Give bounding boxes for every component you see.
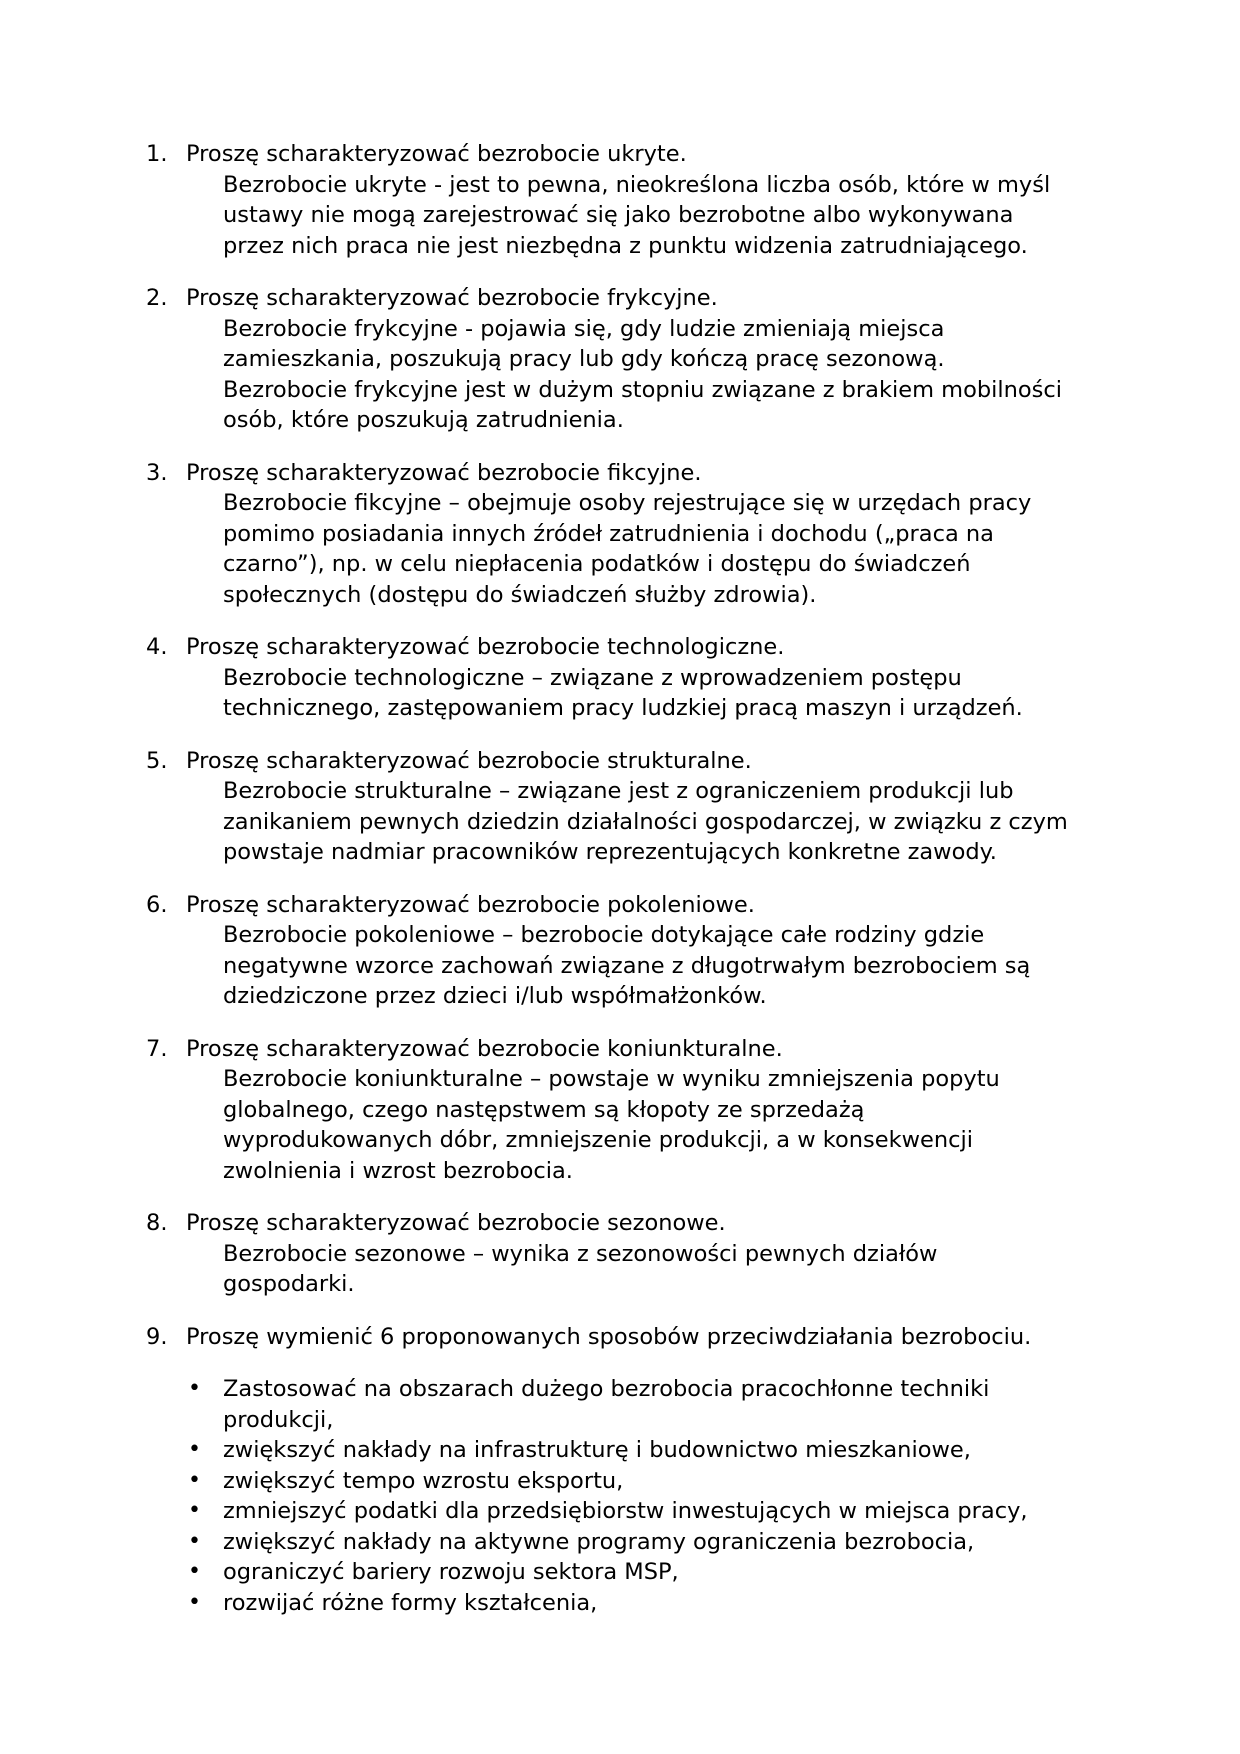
bullet-list [0,1374,1240,1618]
list-item-line: zwiększyć tempo wzrostu eksportu, [223,1467,624,1494]
answer-line: ustawy nie mogą zarejestrować się jako bezrobotne albo wykonywana [223,202,1014,228]
answer-line: zamieszkania, poszukują pracy lub gdy kończą pracę sezonową. [223,346,945,372]
answer-line: Bezrobocie strukturalne – związane jest z ograniczeniem produkcji lub [223,778,1014,804]
list-item [188,1374,1240,1435]
bullet-icon: • [188,1467,201,1493]
question-number: 4. [146,634,168,660]
list-item [188,1588,1240,1619]
list-item-line: zmniejszyć podatki dla przedsiębiorstw inwestujących w miejsca pracy, [223,1498,1028,1524]
question-block [0,746,1240,868]
question-text: Proszę scharakteryzować bezrobocie fikcyjne. [186,459,702,486]
question-block [0,139,1240,261]
answer-line: Bezrobocie pokoleniowe – bezrobocie dotykające całe rodziny gdzie [223,922,985,948]
answer-line: Bezrobocie ukryte - jest to pewna, nieokreślona liczba osób, które w myśl [223,171,1051,198]
answer-line: gospodarki. [223,1271,355,1297]
question-number: 5. [146,747,168,774]
question-number: 9. [146,1323,168,1350]
question-number: 2. [146,285,168,311]
list-item-line: Zastosować na obszarach dużego bezrobocia pracochłonne techniki [223,1376,990,1402]
bullet-icon: • [188,1376,201,1401]
list-item [188,1496,1240,1527]
question-block [0,1208,1240,1300]
answer-text [223,920,1240,1012]
answer-line: Bezrobocie technologiczne – związane z wprowadzeniem postępu [223,664,962,691]
answer-text [223,170,1240,262]
question-number: 1. [146,141,168,167]
answer-text [223,663,1240,724]
list-item-line: produkcji, [223,1406,334,1433]
bullet-icon: • [188,1528,201,1554]
document-page [0,139,1240,1618]
answer-line: pomimo posiadania innych źródeł zatrudnienia i dochodu („praca na [223,520,994,547]
answer-line: dziedziczone przez dzieci i/lub współmałżonków. [223,983,767,1009]
answer-line: czarno”), np. w celu niepłacenia podatków i dostępu do świadczeń [223,551,971,577]
answer-line: zanikaniem pewnych dziedzin działalności gospodarczej, w związku z czym [223,808,1068,835]
list-item-line: zwiększyć nakłady na aktywne programy ograniczenia bezrobocia, [223,1528,975,1555]
bullet-icon: • [188,1559,201,1584]
question-block [0,632,1240,724]
answer-text [223,314,1240,436]
answer-line: powstaje nadmiar pracowników reprezentujących konkretne zawody. [223,839,997,865]
answer-line: negatywne wzorce zachowań związane z długotrwałym bezrobociem są [223,952,1031,979]
answer-line: zwolnienia i wzrost bezrobocia. [223,1157,573,1184]
answer-line: Bezrobocie frykcyjne jest w dużym stopniu związane z brakiem mobilności [223,376,1063,403]
list-item-line: zwiększyć nakłady na infrastrukturę i budownictwo mieszkaniowe, [223,1437,971,1463]
answer-line: Bezrobocie fikcyjne – obejmuje osoby rejestrujące się w urzędach pracy [223,490,1032,516]
question-text: Proszę wymienić 6 proponowanych sposobów przeciwdziałania bezrobociu. [186,1323,1032,1350]
question-block [0,283,1240,436]
answer-line: Bezrobocie sezonowe – wynika z sezonowości pewnych działów [223,1240,938,1267]
answer-text [223,488,1240,610]
answer-text [223,1064,1240,1186]
question-text: Proszę scharakteryzować bezrobocie technologiczne. [186,634,785,660]
question-number: 3. [146,459,168,486]
answer-line: osób, które poszukują zatrudnienia. [223,407,624,433]
bullet-icon: • [188,1498,201,1523]
question-block [0,1322,1240,1353]
list-item-line: ograniczyć bariery rozwoju sektora MSP, [223,1559,679,1585]
list-item-line: rozwijać różne formy kształcenia, [223,1589,598,1616]
question-number: 6. [146,891,168,918]
question-block [0,458,1240,611]
bullet-icon: • [188,1437,201,1462]
question-list [0,139,1240,1352]
question-text: Proszę scharakteryzować bezrobocie koniunkturalne. [186,1035,783,1062]
question-text: Proszę scharakteryzować bezrobocie frykcyjne. [186,285,718,311]
answer-line: przez nich praca nie jest niezbędna z punktu widzenia zatrudniającego. [223,232,1028,259]
answer-line: społecznych (dostępu do świadczeń służby zdrowia). [223,581,817,608]
question-block [0,890,1240,1012]
answer-line: globalnego, czego następstwem są kłopoty ze sprzedażą [223,1096,865,1123]
list-item [188,1557,1240,1588]
answer-line: Bezrobocie koniunkturalne – powstaje w wyniku zmniejszenia popytu [223,1066,1000,1092]
question-block [0,1034,1240,1187]
list-item [188,1466,1240,1497]
question-number: 8. [146,1210,168,1236]
question-text: Proszę scharakteryzować bezrobocie ukryte. [186,141,687,167]
list-item [188,1527,1240,1558]
bullet-icon: • [188,1589,201,1615]
question-number: 7. [146,1035,168,1062]
list-item [188,1435,1240,1466]
answer-text [223,776,1240,868]
question-text: Proszę scharakteryzować bezrobocie sezonowe. [186,1210,726,1236]
answer-text [223,1239,1240,1300]
answer-line: wyprodukowanych dóbr, zmniejszenie produkcji, a w konsekwencji [223,1127,973,1153]
question-text: Proszę scharakteryzować bezrobocie strukturalne. [186,747,752,774]
question-text: Proszę scharakteryzować bezrobocie pokoleniowe. [186,891,755,918]
answer-line: technicznego, zastępowaniem pracy ludzkiej pracą maszyn i urządzeń. [223,695,1023,721]
answer-line: Bezrobocie frykcyjne - pojawia się, gdy ludzie zmieniają miejsca [223,315,945,342]
